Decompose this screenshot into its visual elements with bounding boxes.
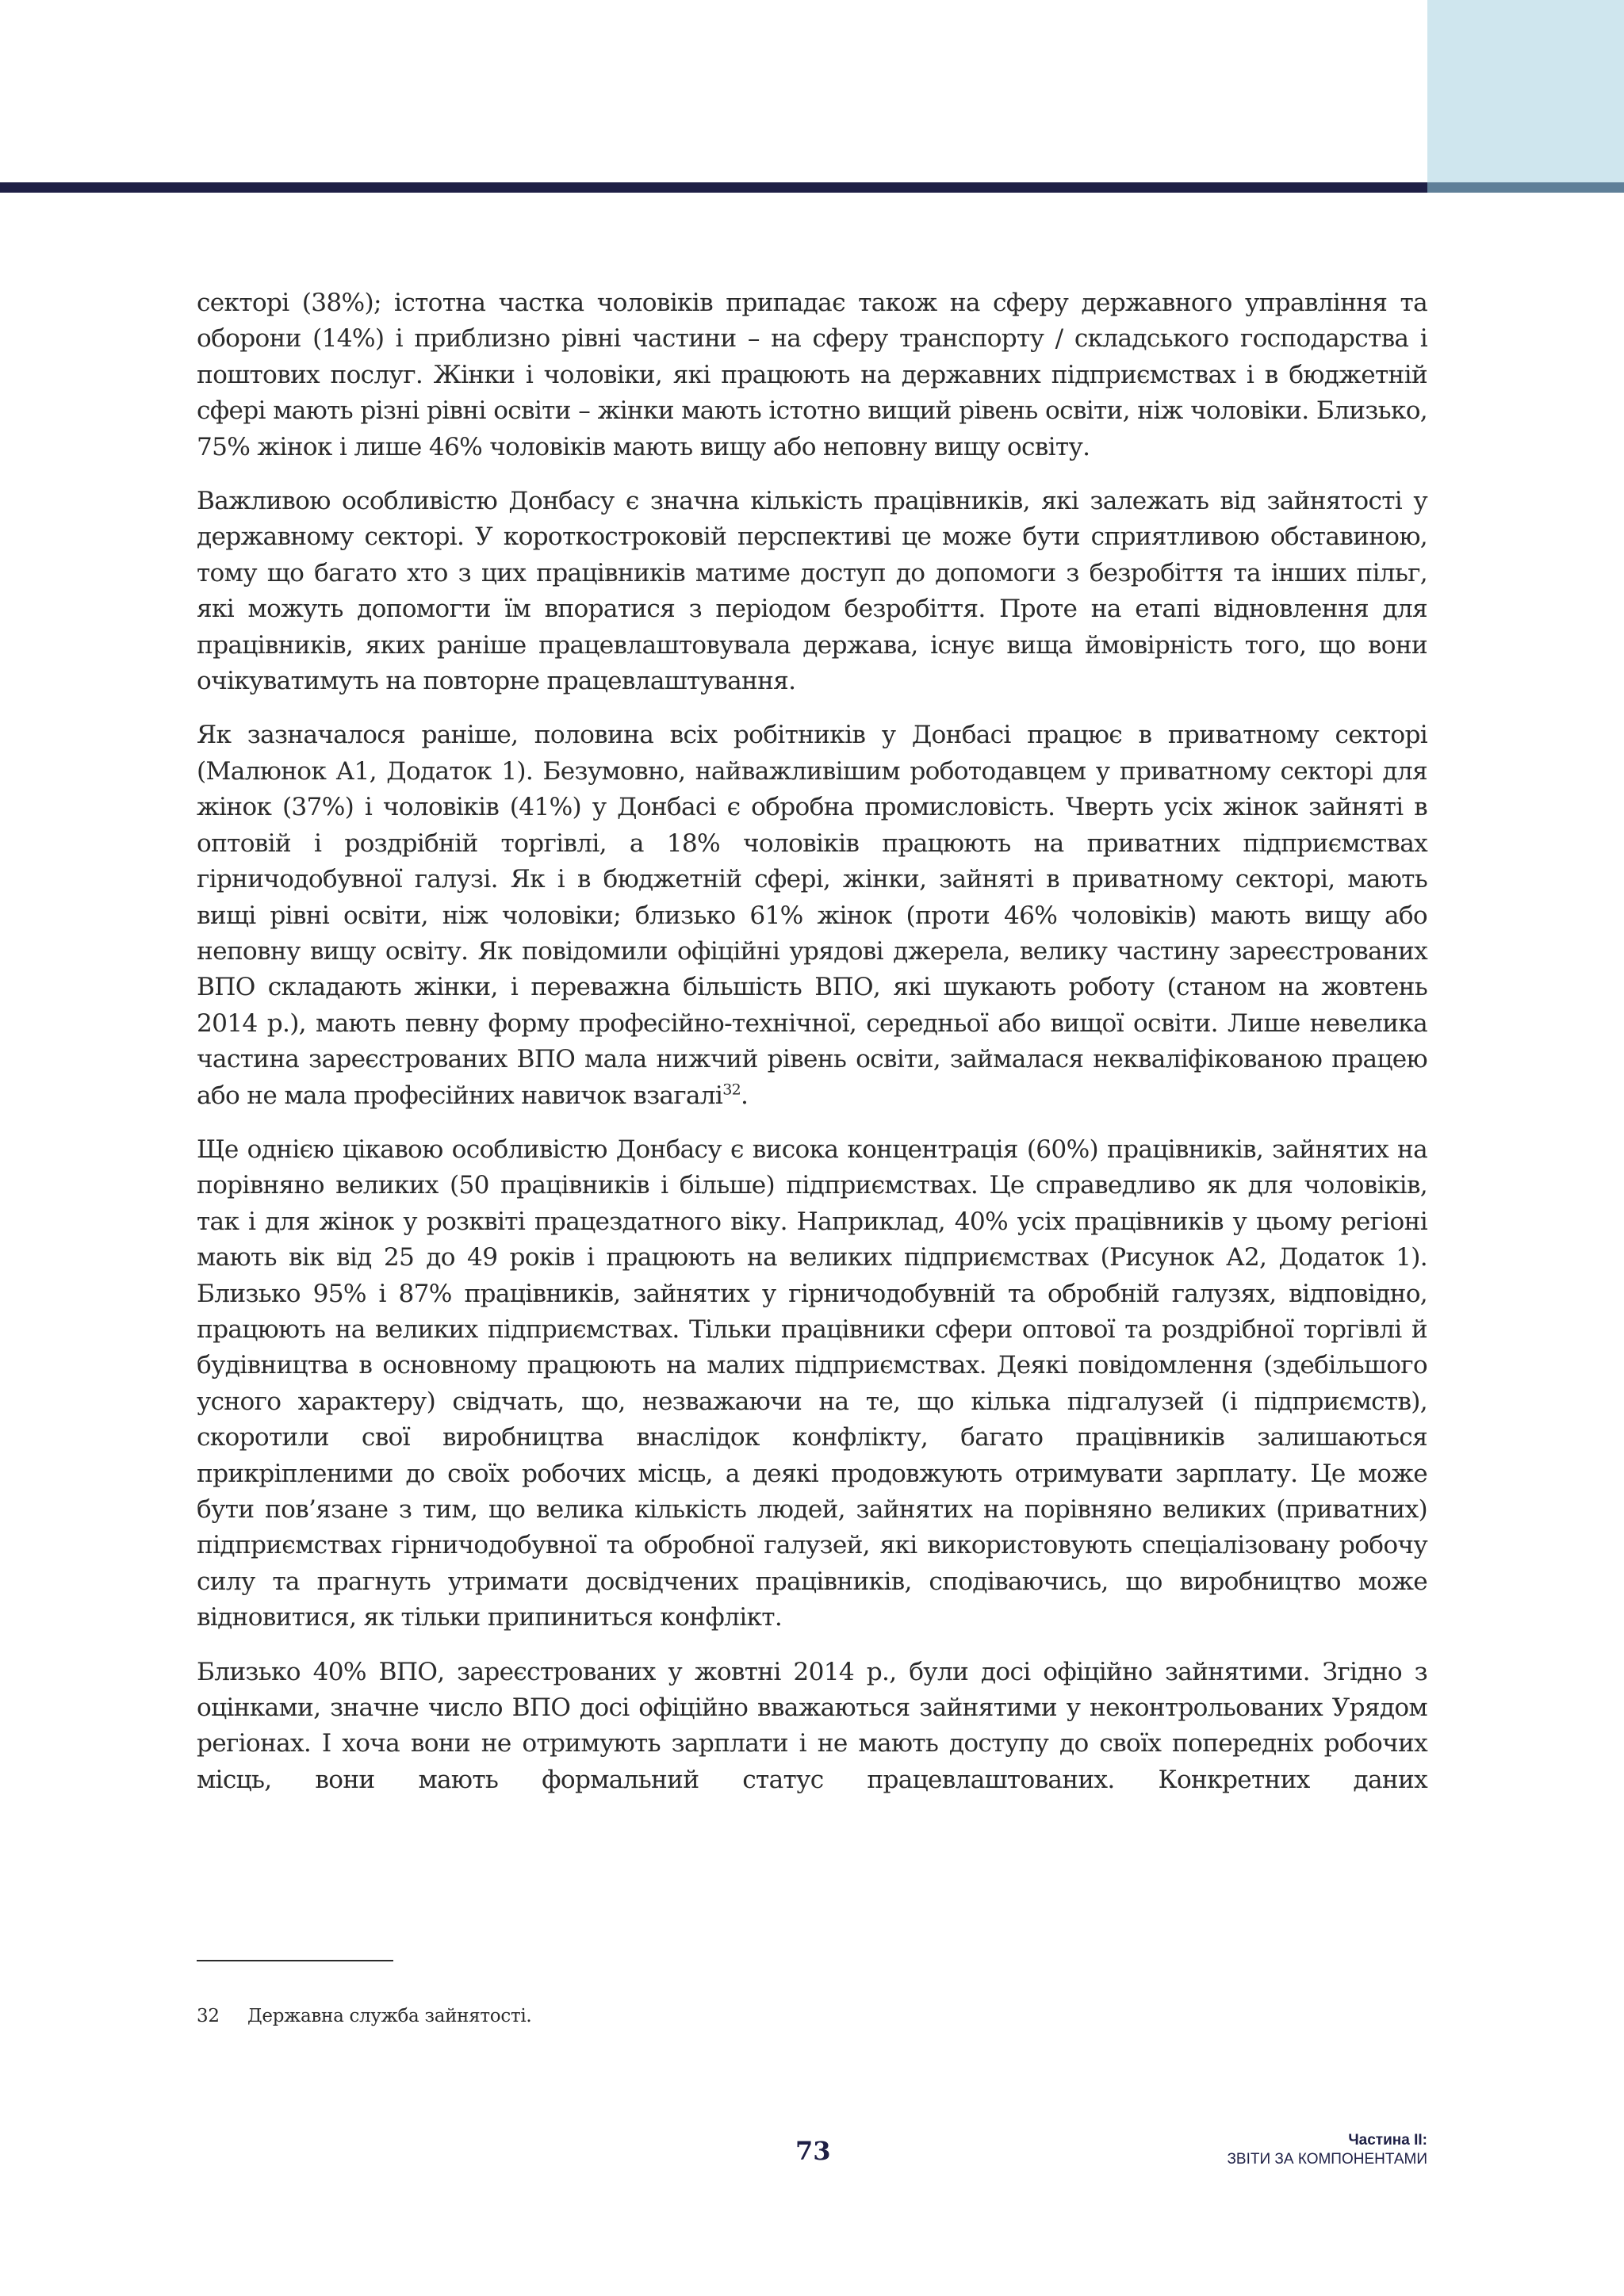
header-stripe	[0, 182, 1427, 193]
page-number: 73	[795, 2136, 831, 2166]
body-text	[197, 285, 1427, 1816]
footnote-32	[197, 2006, 531, 2026]
part-label: Частина ІІ:	[1348, 2132, 1427, 2149]
corner-color-block	[1427, 0, 1624, 182]
footnote-separator	[197, 1960, 393, 1961]
header-stripe-accent	[1427, 182, 1624, 193]
footnote-text: Державна служба зайнятості.	[247, 2006, 532, 2026]
paragraph-3-text: Як зазначалося раніше, половина всіх робітників у Донбасі працює в приватному секторі (Малюнок А1, Додаток 1). Безумовно, найважливішим роботодавцем у приватному секторі для жінок (37%) і чоловіків (41%) у Донбасі є обробна промисловість. Чверть усіх жінок зайняті в оптовій і роздрібній торгівлі, а 18% чоловіків працюють на приватних підприємствах гірничодобувної галузі. Як і в бюджетній сфері, жінки, зайняті в приватному секторі, мають вищі рівні освіти, ніж чоловіки; близько 61% жінок (проти 46% чоловіків) мають вищу або неповну вищу освіту. Як повідомили офіційні урядові джерела, велику частину зареєстрованих ВПО складають жінки, і переважна більшість ВПО, які шукають роботу (станом на жовтень 2014 р.), мають певну форму професійно-технічної, середньої або вищої освіти. Лише невелика частина зареєстрованих ВПО мала нижчий рівень освіти, займалася некваліфікованою працею або не мала професійних навичок взагалі	[197, 721, 1427, 1110]
paragraph-3	[197, 718, 1427, 1113]
section-name: ЗВІТИ ЗА КОМПОНЕНТАМИ	[1227, 2151, 1427, 2168]
paragraph-5: Близько 40% ВПО, зареєстрованих у жовтні 2014 р., були досі офіційно зайнятими. Згідно з оцінками, значне число ВПО досі офіційно вважаються зайнятими у неконтрольованих Урядом регіонах. І хоча вони не отримують зарплати і не мають доступу до своїх попередніх робочих місць, вони мають формальний статус працевлаштованих. Конкретних даних	[197, 1657, 1427, 1794]
footnote-ref-32[interactable]: 32	[722, 1081, 741, 1099]
paragraph-4: Ще однією цікавою особливістю Донбасу є висока концентрація (60%) працівників, зайнятих на порівняно великих (50 працівників і більше) підприємствах. Це справедливо як для чоловіків, так і для жінок у розквіті працездатного віку. Наприклад, 40% усіх працівників у цьому регіоні мають вік від 25 до 49 років і працюють на великих підприємствах (Рисунок А2, Додаток 1). Близько 95% і 87% працівників, зайнятих у гірничодобувній та обробній галузях, відповідно, працюють на великих підприємствах. Тільки працівники сфери оптової та роздрібної торгівлі й будівництва в основному працюють на малих підприємствах. Деякі повідомлення (здебільшого усного характеру) свідчать, що, незважаючи на те, що кілька підгалузей (і підприємств), скоротили свої виробництва внаслідок конфлікту, багато працівників залишаються прикріпленими до своїх робочих місць, а деякі продовжують отримувати зарплату. Це може бути пов’язане з тим, що велика кількість людей, зайнятих на порівняно великих (приватних) підприємствах гірничодобувної та обробної галузей, які використовують спеціалізовану робочу силу та прагнуть утримати досвідчених працівників, сподіваючись, що виробництво може відновитися, як тільки припиниться конфлікт.	[197, 1135, 1427, 1632]
paragraph-1: секторі (38%); істотна частка чоловіків припадає також на сферу державного управління та оборони (14%) і приблизно рівні частини – на сферу транспорту / складського господарства і поштових послуг. Жінки і чоловіки, які працюють на державних підприємствах і в бюджетній сфері мають різні рівні освіти – жінки мають істотно вищий рівень освіти, ніж чоловіки. Близько, 75% жінок і лише 46% чоловіків мають вищу або неповну вищу освіту.	[197, 289, 1427, 461]
paragraph-3-end: .	[740, 1081, 749, 1110]
footnote-number: 32	[197, 2006, 220, 2026]
section-label	[1227, 2131, 1427, 2169]
paragraph-2: Важливою особливістю Донбасу є значна кількість працівників, які залежать від зайнятості у державному секторі. У короткостроковій перспективі це може бути сприятливою обставиною, тому що багато хто з цих працівників матиме доступ до допомоги з безробіття та інших пільг, які можуть допомогти їм впоратися з періодом безробіття. Проте на етапі відновлення для працівників, яких раніше працевлаштовувала держава, існує вища ймовірність того, що вони очікуватимуть на повторне працевлаштування.	[197, 487, 1427, 696]
